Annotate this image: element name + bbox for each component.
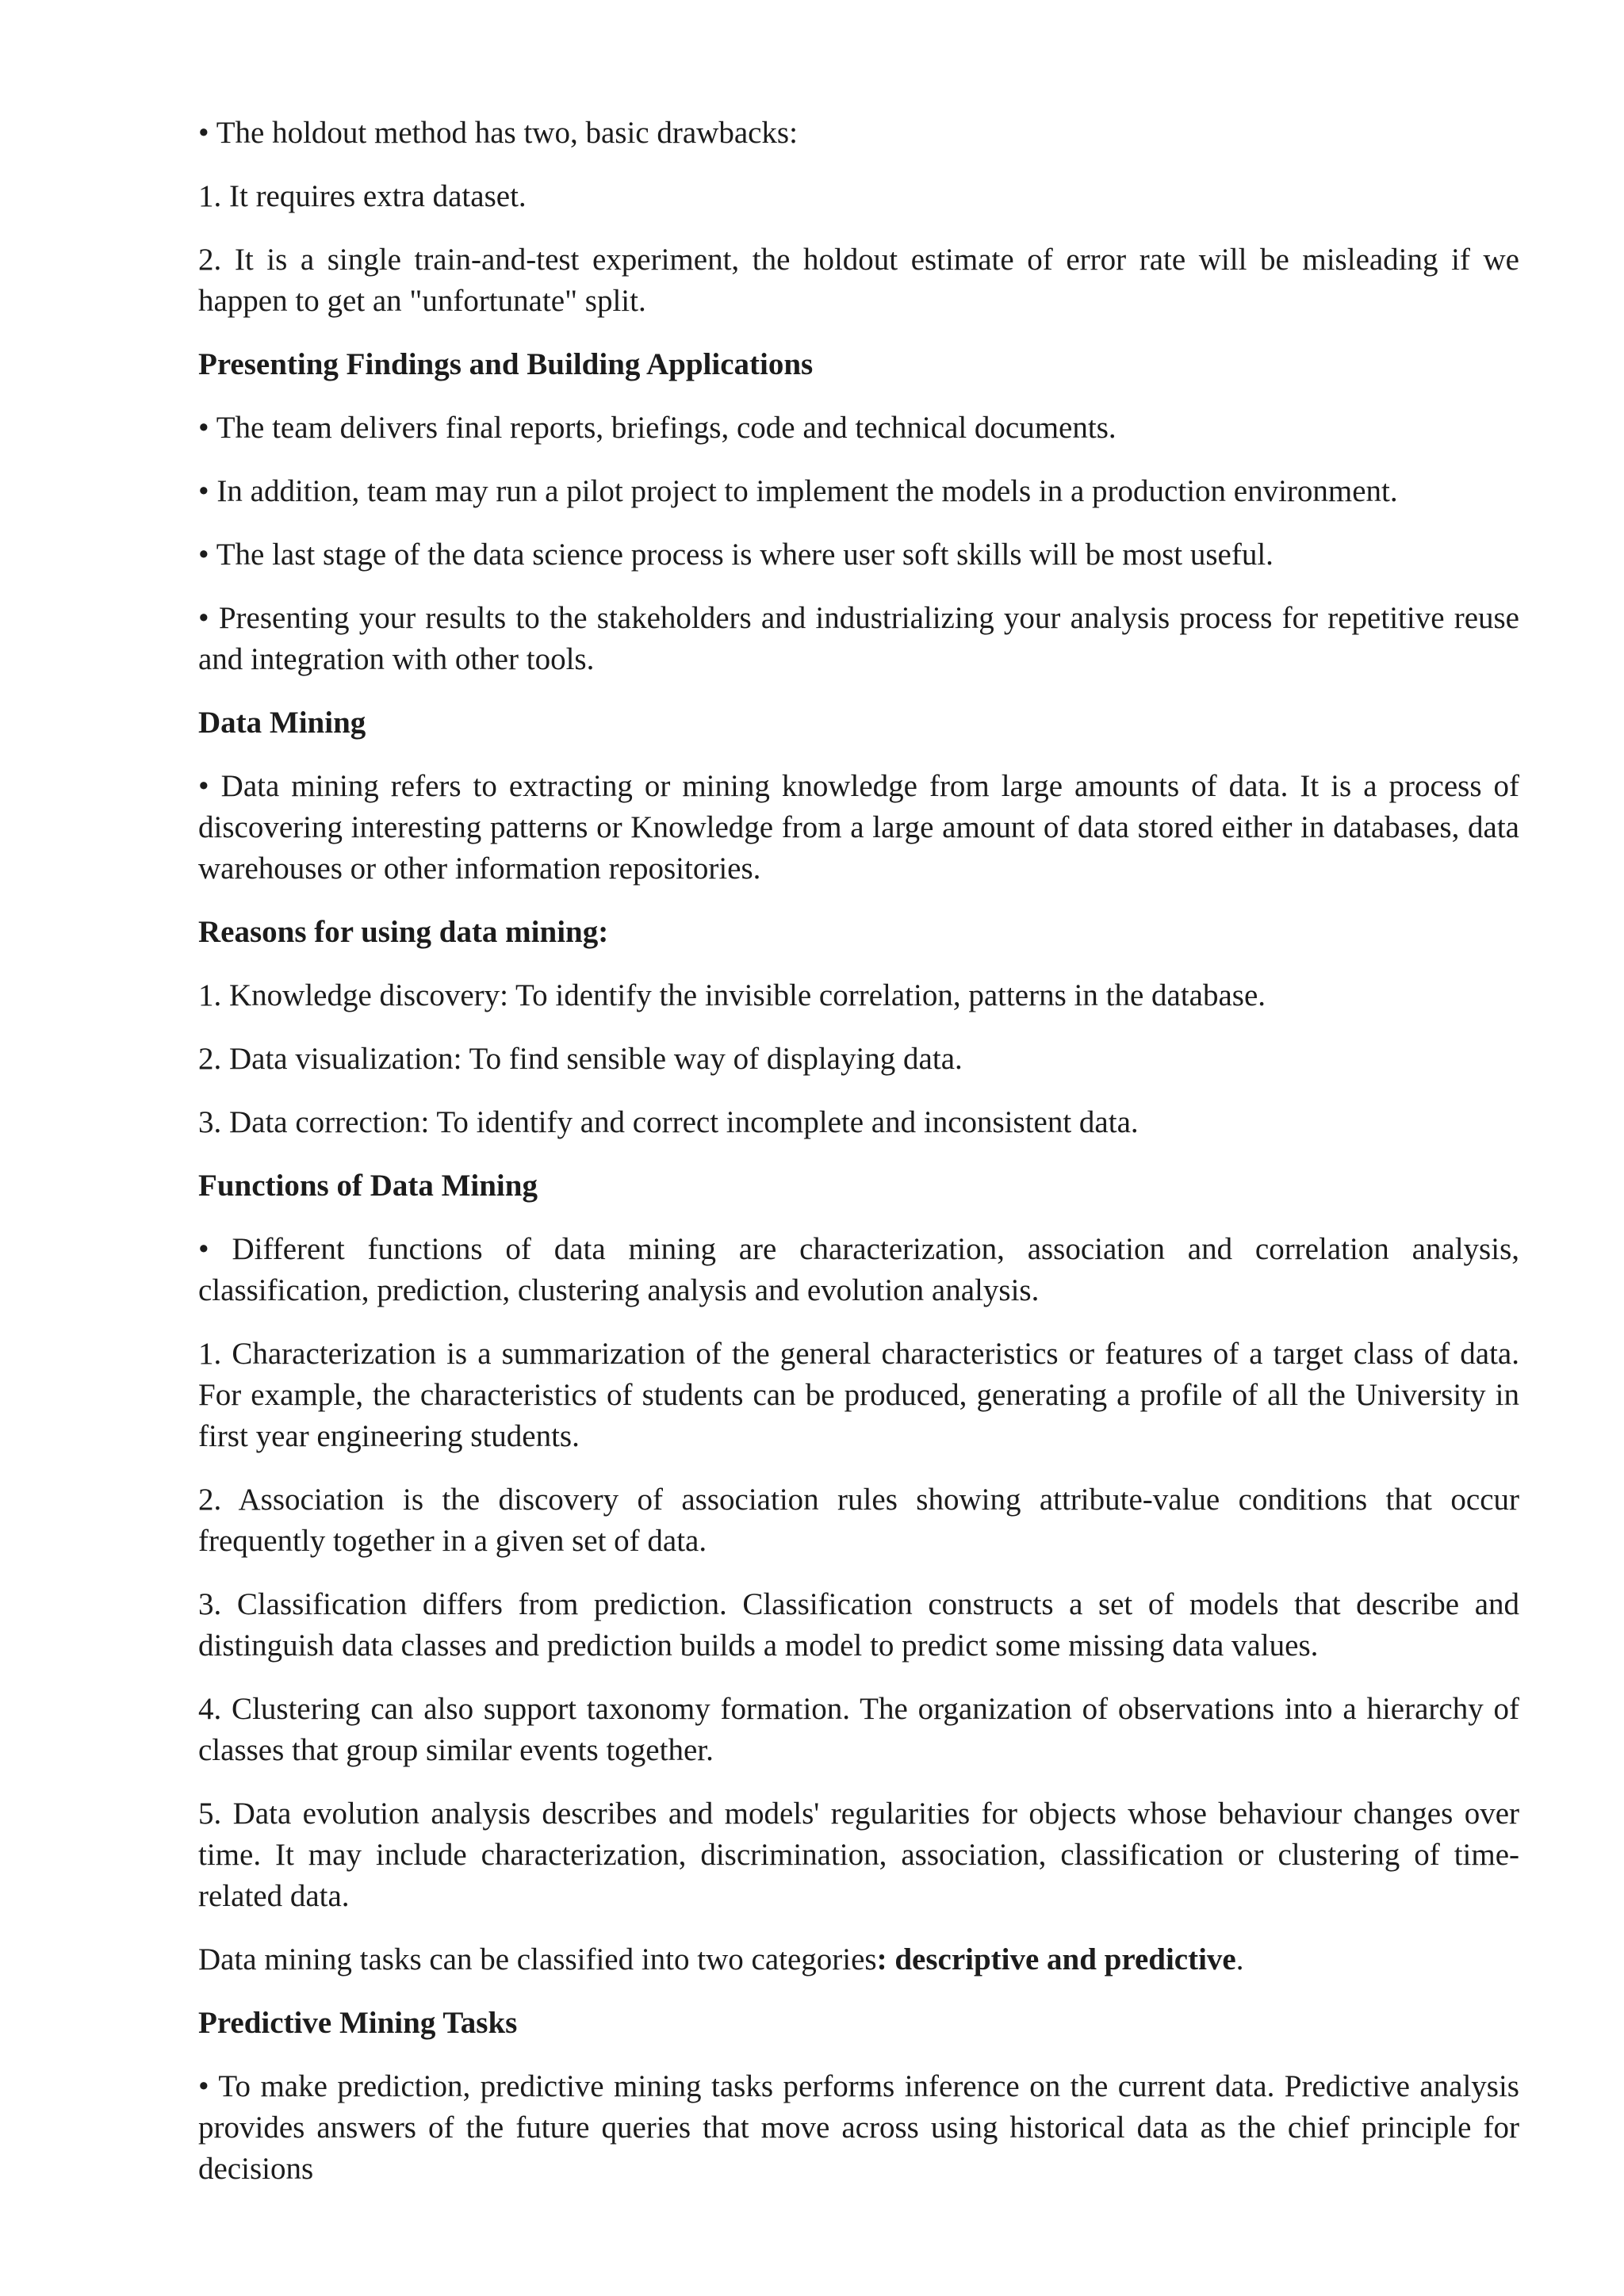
heading-data-mining: Data Mining — [198, 706, 366, 740]
tasks-categories-period: . — [1235, 1942, 1244, 1976]
heading-presenting-findings: Presenting Findings and Building Applications — [198, 347, 814, 381]
functions-intro: • Different functions of data mining are characterization, association and correlation analysis, classification, prediction, clustering analysis and evolution analysis. — [198, 1232, 1519, 1307]
function-characterization: 1. Characterization is a summarization of the general characteristics or features of a target class of data. For example, the characteristics of students can be produced, generating a profile of all the University in first year engineering students. — [198, 1337, 1519, 1453]
tasks-categories-bold: : descriptive and predictive — [876, 1942, 1236, 1976]
holdout-drawback-1: 1. It requires extra dataset. — [198, 179, 527, 213]
heading-predictive-mining-tasks: Predictive Mining Tasks — [198, 2006, 518, 2040]
presenting-point-3: • The last stage of the data science process is where user soft skills will be most useful. — [198, 538, 1274, 572]
function-classification: 3. Classification differs from prediction. Classification constructs a set of models that describe and distinguish data classes and prediction builds a model to predict some missing data values. — [198, 1587, 1519, 1663]
reason-2: 2. Data visualization: To find sensible way of displaying data. — [198, 1042, 963, 1076]
function-clustering: 4. Clustering can also support taxonomy formation. The organization of observations into a hierarchy of classes that group similar events together. — [198, 1692, 1519, 1767]
heading-reasons-data-mining: Reasons for using data mining: — [198, 915, 609, 949]
presenting-point-4: • Presenting your results to the stakeholders and industrializing your analysis process for repetitive reuse and integration with other tools. — [198, 601, 1519, 676]
document-page — [198, 113, 1519, 2212]
presenting-point-2: • In addition, team may run a pilot project to implement the models in a production environment. — [198, 474, 1398, 508]
reason-1: 1. Knowledge discovery: To identify the invisible correlation, patterns in the database. — [198, 978, 1266, 1012]
predictive-tasks-description: • To make prediction, predictive mining tasks performs inference on the current data. Predictive analysis provides answers of the future queries that move across using historical data as the chief principle for decisions — [198, 2069, 1519, 2186]
tasks-categories-text: Data mining tasks can be classified into two categories — [198, 1942, 877, 1976]
function-evolution-analysis: 5. Data evolution analysis describes and models' regularities for objects whose behaviour changes over time. It may include characterization, discrimination, association, classification or clustering of time-related data. — [198, 1797, 1519, 1913]
heading-functions-data-mining: Functions of Data Mining — [198, 1169, 538, 1203]
holdout-drawback-2: 2. It is a single train-and-test experiment, the holdout estimate of error rate will be misleading if we happen to get an "unfortunate" split. — [198, 243, 1519, 318]
tasks-categories-sentence — [198, 1939, 1519, 1980]
function-association: 2. Association is the discovery of association rules showing attribute-value conditions that occur frequently together in a given set of data. — [198, 1483, 1519, 1558]
holdout-drawbacks-intro: • The holdout method has two, basic drawbacks: — [198, 116, 798, 150]
presenting-point-1: • The team delivers final reports, briefings, code and technical documents. — [198, 411, 1116, 445]
data-mining-definition: • Data mining refers to extracting or mining knowledge from large amounts of data. It is a process of discovering interesting patterns or Knowledge from a large amount of data stored either in databases, data warehouses or other information repositories. — [198, 769, 1519, 886]
reason-3: 3. Data correction: To identify and correct incomplete and inconsistent data. — [198, 1105, 1139, 1139]
